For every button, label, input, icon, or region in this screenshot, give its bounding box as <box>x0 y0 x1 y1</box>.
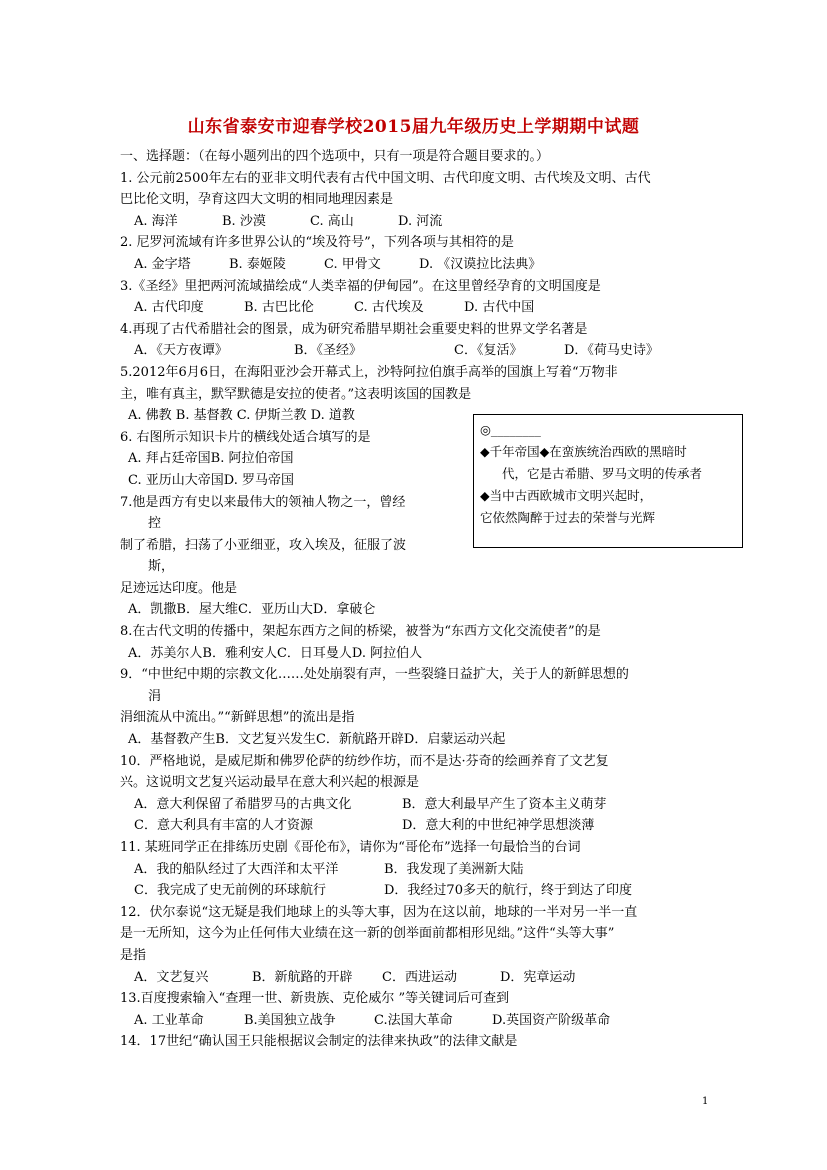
question-5-line-2: 主，唯有真主，默罕默德是安拉的使者。”这表明该国的国教是 <box>120 386 472 402</box>
option-c: C．意大利具有丰富的人才资源 <box>134 818 313 834</box>
option-b: B. 沙漠 <box>222 213 266 229</box>
question-12-options <box>120 967 710 989</box>
question-3-options <box>120 297 710 319</box>
question-9-line-3: 涓细流从中流出。”“新鲜思想”的流出是指 <box>120 710 355 726</box>
option-d: D．拿破仑 <box>312 602 376 618</box>
option-c: C.法国大革命 <box>374 1012 453 1028</box>
option-a: A．我的船队经过了大西洋和太平洋 <box>134 861 339 877</box>
option-c: C. 甲骨文 <box>324 256 381 272</box>
option-d: D. 道教 <box>310 408 355 424</box>
question-7-line-3: 制了希腊，扫荡了小亚细亚，攻入埃及，征服了波 <box>120 537 407 553</box>
question-10-options-row-2 <box>120 815 710 837</box>
option-d: D．宪章运动 <box>500 969 576 985</box>
option-c: C．新航路开辟 <box>315 732 404 748</box>
option-d: D.英国资产阶级革命 <box>492 1012 611 1028</box>
option-c: C. 高山 <box>310 213 354 229</box>
option-b: B. 阿拉伯帝国 <box>210 451 294 467</box>
option-a: A．苏美尔人 <box>128 645 203 661</box>
question-1-line-2: 巴比伦文明，孕育这四大文明的相同地理因素是 <box>120 192 394 208</box>
question-12-line-1: 12．伏尔泰说“这无疑是我们地球上的头等大事，因为在这以前，地球的一半对另一半一直 <box>120 904 638 920</box>
option-b: B．意大利最早产生了资本主义萌芽 <box>402 796 607 812</box>
option-a: A．文艺复兴 <box>134 969 209 985</box>
page-title: 山东省泰安市迎春学校2015届九年级历史上学期期中试题 <box>187 117 640 137</box>
option-a: A．《天方夜谭》 <box>134 343 228 359</box>
option-b: B. 古巴比伦 <box>244 300 314 316</box>
question-12-line-2: 是一无所知，这今为止任何伟大业绩在这一新的创举面前都相形见绌。”这件“头等大事” <box>120 926 615 942</box>
option-c: C. 伊斯兰教 <box>236 408 307 424</box>
option-b: B．《圣经》 <box>294 343 363 359</box>
question-9-options <box>120 729 710 751</box>
knowledge-card-line-1: ◆千年帝国◆在蛮族统治西欧的黑暗时 <box>480 444 687 459</box>
option-c: C．《复活》 <box>454 343 523 359</box>
question-7-line-4: 斯， <box>148 559 175 575</box>
option-a: A. 拜占廷帝国 <box>128 451 211 467</box>
option-b: B. 泰姬陵 <box>229 256 286 272</box>
option-a: A. 金字塔 <box>134 256 191 272</box>
question-1-line-1: 1. 公元前2500年左右的亚非文明代表有古代中国文明、古代印度文明、古代埃及文明、古代 <box>120 170 651 186</box>
option-b: B．雅利安人 <box>202 645 277 661</box>
option-c: C．西进运动 <box>382 969 457 985</box>
option-b: B．文艺复兴发生 <box>215 732 316 748</box>
option-c: C．日耳曼人 <box>276 645 352 661</box>
knowledge-card-line-3: ◆当中古西欧城市文明兴起时， <box>480 488 653 503</box>
question-4-options <box>120 340 710 362</box>
question-6-line-1: 6. 右图所示知识卡片的横线处适合填写的是 <box>120 429 371 445</box>
option-b: B．我发现了美洲新大陆 <box>384 861 524 877</box>
knowledge-card-line-4: 它依然陶醉于过去的荣誉与光辉 <box>480 510 656 525</box>
option-a: A. 古代印度 <box>134 300 204 316</box>
option-d: D．我经过70多天的航行，终于到达了印度 <box>384 883 632 899</box>
question-13-line-1: 13.百度搜索输入“查理一世、新贵族、克伦威尔 ”等关键词后可查到 <box>120 991 510 1007</box>
question-7-options <box>120 599 710 621</box>
option-d: D. 古代中国 <box>464 300 535 316</box>
question-12-line-3: 是指 <box>120 947 147 963</box>
knowledge-card <box>473 414 743 548</box>
exam-content <box>120 146 710 1053</box>
option-a: A．基督教产生 <box>128 732 216 748</box>
option-c: C．我完成了史无前例的环球航行 <box>134 883 326 899</box>
question-8-line-1: 8.在古代文明的传播中，架起东西方之间的桥梁，被誉为“东西方文化交流使者”的是 <box>120 624 601 640</box>
question-11-options-row-2 <box>120 880 710 902</box>
page-number: 1 <box>702 1096 709 1107</box>
option-a: A．意大利保留了希腊罗马的古典文化 <box>134 796 352 812</box>
question-5-line-1: 5.2012年6月6日，在海阳亚沙会开幕式上，沙特阿拉伯旗手高举的国旗上写着“万物非 <box>120 364 618 380</box>
question-14-line-1: 14．17世纪“确认国王只能根据议会制定的法律来执政”的法律文献是 <box>120 1034 518 1050</box>
option-b: B．新航路的开辟 <box>252 969 353 985</box>
option-a: A．凯撒 <box>128 602 177 618</box>
question-10-line-2: 兴。这说明文艺复兴运动最早在意大利兴起的根源是 <box>120 775 420 791</box>
question-1-options <box>120 211 710 233</box>
option-c: C. 亚历山大帝国 <box>128 472 224 488</box>
option-b: B. 基督教 <box>175 408 233 424</box>
option-b: B.美国独立战争 <box>244 1012 336 1028</box>
option-b: B．屋大维 <box>176 602 238 618</box>
question-2-options <box>120 254 710 276</box>
question-3-line-1: 3.《圣经》里把两河流域描绘成“人类幸福的伊甸园”。在这里曾经孕育的文明国度是 <box>120 278 601 294</box>
question-11-options-row-1 <box>120 859 710 881</box>
knowledge-card-line-2: 代，它是古希腊、罗马文明的传承者 <box>502 466 703 481</box>
question-2-line-1: 2. 尼罗河流域有许多世界公认的“埃及符号”，下列各项与其相符的是 <box>120 235 514 251</box>
option-d: D．《荷马史诗》 <box>564 343 659 359</box>
option-c: C．亚历山大 <box>237 602 313 618</box>
question-10-options-row-1 <box>120 794 710 816</box>
question-7-line-5: 足迹远达印度。他是 <box>120 580 238 596</box>
knowledge-card-blank: ◎________ <box>480 422 541 437</box>
question-8-options <box>120 643 710 665</box>
option-d: D．意大利的中世纪神学思想淡薄 <box>402 818 595 834</box>
option-d: D. 阿拉伯人 <box>351 645 423 661</box>
option-a: A. 海洋 <box>134 213 178 229</box>
option-d: D．启蒙运动兴起 <box>403 732 506 748</box>
option-d: D. 河流 <box>398 213 443 229</box>
question-9-line-1: 9．“中世纪中期的宗教文化……处处崩裂有声，一些裂缝日益扩大，关于人的新鲜思想的 <box>120 667 629 683</box>
option-c: C. 古代埃及 <box>354 300 424 316</box>
section-header: 一、选择题：（在每小题列出的四个选项中，只有一项是符合题目要求的。） <box>120 149 550 164</box>
question-13-options <box>120 1010 710 1032</box>
question-4-line-1: 4.再现了古代希腊社会的图景，成为研究希腊早期社会重要史料的世界文学名著是 <box>120 321 588 337</box>
option-a: A. 佛教 <box>128 408 172 424</box>
option-d: D. 《汉谟拉比法典》 <box>419 256 542 272</box>
question-9-line-2: 涓 <box>148 688 162 704</box>
question-7-line-2: 控 <box>148 516 162 532</box>
question-11-line-1: 11. 某班同学正在排练历史剧《哥伦布》，请你为“哥伦布”选择一句最恰当的台词 <box>120 840 581 855</box>
option-d: D. 罗马帝国 <box>223 472 294 488</box>
option-a: A. 工业革命 <box>134 1012 204 1028</box>
question-7-line-1: 7.他是西方有史以来最伟大的领袖人物之一，曾经 <box>120 494 406 510</box>
question-10-line-1: 10．严格地说，是威尼斯和佛罗伦萨的纺纱作坊，而不是达·芬奇的绘画养育了文艺复 <box>120 753 609 769</box>
